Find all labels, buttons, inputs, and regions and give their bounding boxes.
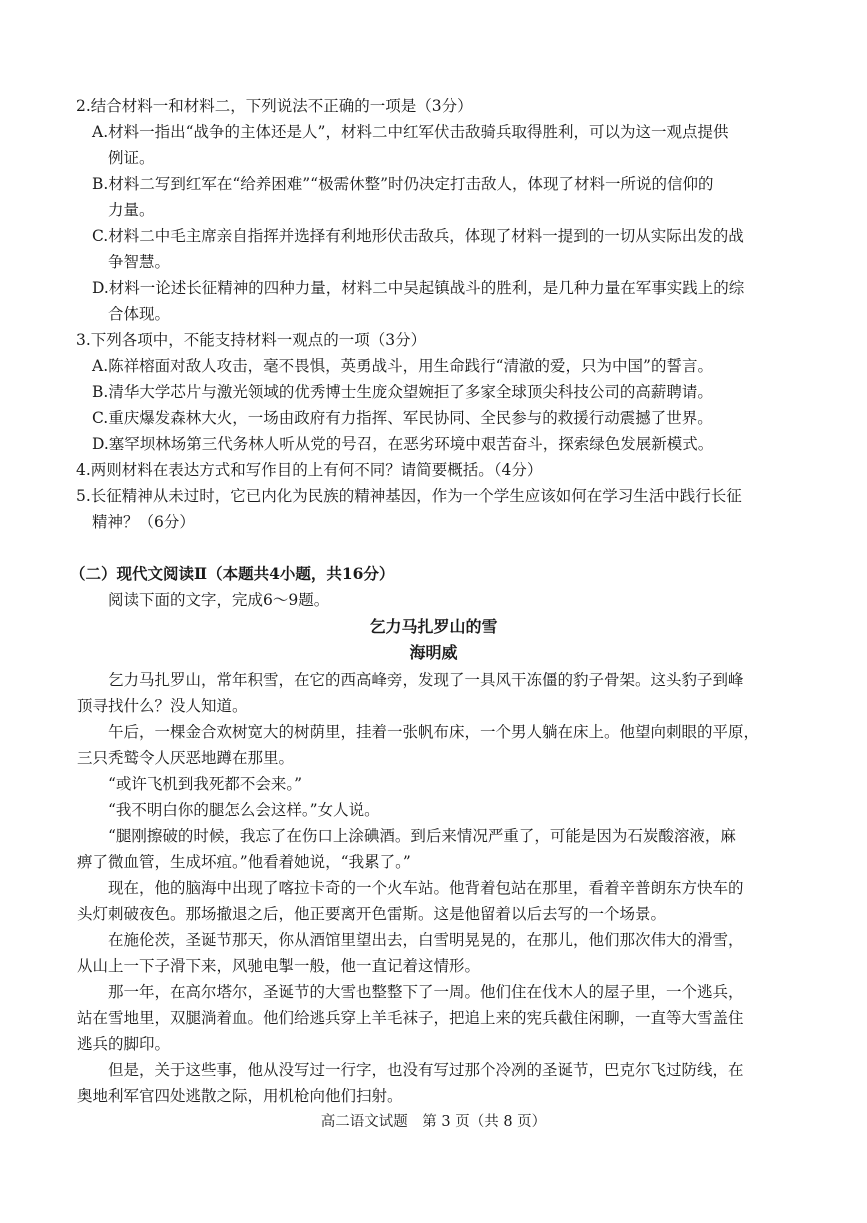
passage-line: 但是，关于这些事，他从没写过一行字，也没有写过那个冷冽的圣诞节，巴克尔飞过防线，在 — [108, 1061, 744, 1079]
passage-line: 奥地利军官四处逃散之际，用机枪向他们扫射。 — [77, 1087, 403, 1105]
question-3-option-d: D.塞罕坝林场第三代务林人听从党的号召，在恶劣环境中艰苦奋斗，探索绿色发展新模式。 — [92, 435, 714, 453]
question-2-option-b-cont: 力量。 — [108, 201, 155, 219]
passage-line: “我不明白你的腿怎么会这样。”女人说。 — [108, 801, 380, 819]
question-2-option-b: B.材料二写到红军在“给养困难”“极需休整”时仍决定打击敌人，体现了材料一所说的信仰的 — [92, 175, 714, 193]
passage-line: 那一年，在高尔塔尔，圣诞节的大雪也整整下了一周。他们住在伐木人的屋子里，一个逃兵， — [108, 983, 744, 1001]
passage-line: 三只秃鹫令人厌恶地蹲在那里。 — [77, 749, 295, 767]
passage-title: 乞力马扎罗山的雪 — [369, 617, 498, 636]
passage-line: 在施伦茨，圣诞节那天，你从酒馆里望出去，白雪明晃晃的，在那儿，他们那次伟大的滑雪， — [108, 931, 744, 949]
passage-line: 痹了微血管，生成坏疽。”他看着她说，“我累了。” — [77, 853, 411, 871]
passage-line: 现在，他的脑海中出现了喀拉卡奇的一个火车站。他背着包站在那里，看着辛普朗东方快车的 — [108, 879, 744, 897]
question-2-option-a: A.材料一指出“战争的主体还是人”，材料二中红军伏击敌骑兵取得胜利，可以为这一观点提供 — [92, 123, 729, 141]
question-2-option-a-cont: 例证。 — [108, 149, 155, 167]
passage-line: 头灯刺破夜色。那场撤退之后，他正要离开色雷斯。这是他留着以后去写的一个场景。 — [77, 905, 667, 923]
passage-line: 乞力马扎罗山，常年积雪，在它的西高峰旁，发现了一具风干冻僵的豹子骨架。这头豹子到峰 — [108, 671, 744, 689]
question-2-option-c-cont: 争智慧。 — [108, 253, 171, 271]
passage-line: 站在雪地里，双腿淌着血。他们给逃兵穿上羊毛袜子，把追上来的宪兵截住闲聊，一直等大雪盖住 — [77, 1009, 744, 1027]
passage-author: 海明威 — [409, 643, 458, 662]
page-footer: 高二语文试题 第 3 页（共 8 页） — [320, 1114, 547, 1130]
passage-line: 顶寻找什么？没人知道。 — [77, 697, 248, 715]
question-4: 4.两则材料在表达方式和写作目的上有何不同？请简要概括。（4分） — [76, 461, 543, 479]
question-5: 5.长征精神从未过时，它已内化为民族的精神基因，作为一个学生应该如何在学习生活中践行长征 — [76, 487, 742, 505]
question-3-option-b: B.清华大学芯片与激光领域的优秀博士生庞众望婉拒了多家全球顶尖科技公司的高薪聘请。 — [92, 383, 713, 401]
question-3-option-a: A.陈祥榕面对敌人攻击，毫不畏惧，英勇战斗，用生命践行“清澈的爱，只为中国”的誓言。 — [92, 357, 713, 375]
passage-line: 从山上一下子滑下来，风驰电掣一般，他一直记着这情形。 — [77, 957, 481, 975]
passage-line: “腿刚擦破的时候，我忘了在伤口上涂碘酒。到后来情况严重了，可能是因为石炭酸溶液，麻 — [108, 827, 736, 845]
question-2-option-d: D.材料一论述长征精神的四种力量，材料二中吴起镇战斗的胜利，是几种力量在军事实践上的综 — [92, 279, 745, 297]
question-2-option-c: C.材料二中毛主席亲自指挥并选择有利地形伏击敌兵，体现了材料一提到的一切从实际出发的战 — [92, 227, 744, 245]
section-instruction: 阅读下面的文字，完成6～9题。 — [108, 591, 330, 609]
question-5-cont: 精神？（6分） — [92, 513, 195, 531]
question-3-stem: 3.下列各项中，不能支持材料一观点的一项（3分） — [76, 331, 427, 349]
question-2-option-d-cont: 合体现。 — [108, 305, 171, 323]
passage-line: 午后，一棵金合欢树宽大的树荫里，挂着一张帆布床，一个男人躺在床上。他望向刺眼的平原， — [108, 723, 760, 741]
question-2-stem: 2.结合材料一和材料二，下列说法不正确的一项是（3分） — [76, 97, 473, 115]
passage-line: 逃兵的脚印。 — [77, 1035, 171, 1053]
section-heading: （二）现代文阅读Ⅱ（本题共4小题，共16分） — [70, 564, 395, 583]
question-3-option-c: C.重庆爆发森林大火，一场由政府有力指挥、军民协同、全民参与的救援行动震撼了世界。 — [92, 409, 713, 427]
passage-line: “或许飞机到我死都不会来。” — [108, 775, 303, 793]
